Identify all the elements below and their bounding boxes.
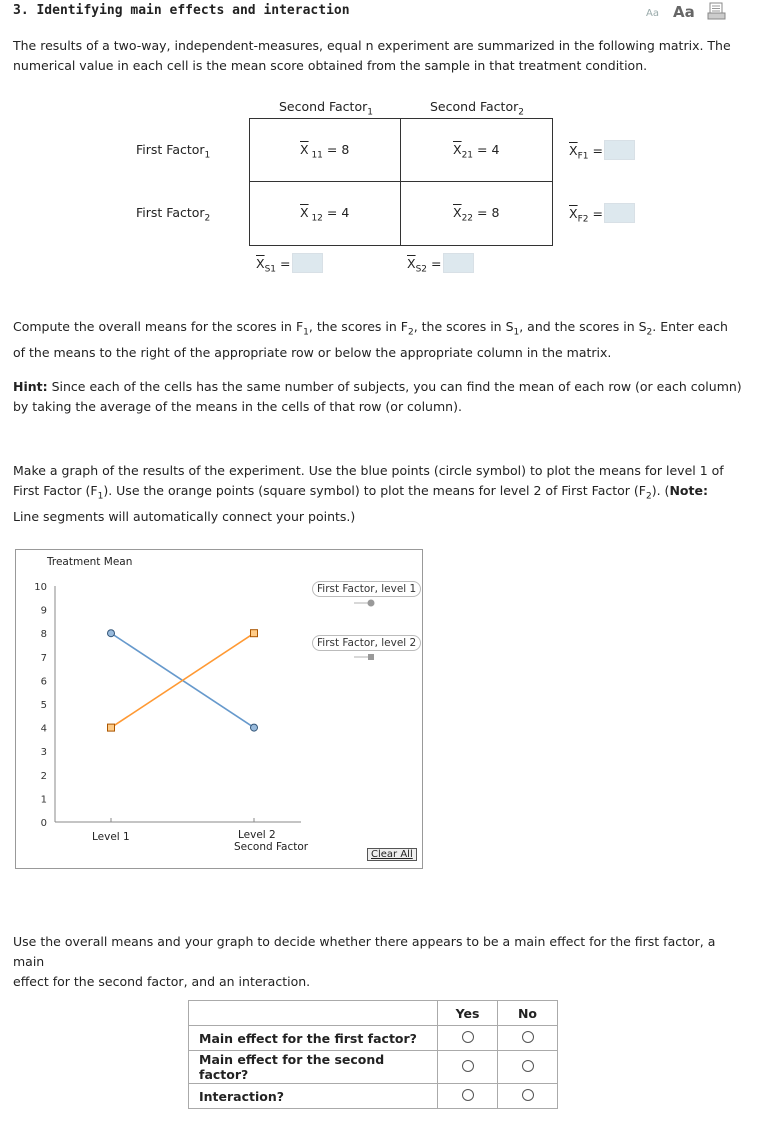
graph-panel[interactable] xyxy=(15,549,423,869)
graph-instructions: Make a graph of the results of the experiment. Use the blue points (circle symbol) to plot the means for level 1 of First Factor $(F_1)$. Use the orange points (square symbol) to plot the means for level 2 of First Factor $(F_2)$. (Note: Line segments will automatically connect your points.) xyxy=(13,463,724,524)
decision-instructions: Use the overall means and your graph to decide whether there appears to be a main effect for the first factor, a main effect for the second factor, and an interaction. xyxy=(13,934,716,989)
cell-mean-11: $\overline{X}$ $_{11}$ = 8 xyxy=(300,142,350,161)
cell-mean-21: $\overline{X}_{21} = 4$ xyxy=(453,142,500,161)
y-tick-label: 10 xyxy=(34,582,47,593)
second-factor-yes-radio[interactable] xyxy=(462,1060,474,1072)
legend-square-marker-icon[interactable] xyxy=(353,651,379,663)
y-tick-label: 4 xyxy=(40,723,47,735)
row-mean-f1-label: $\overline{X}_{F1}$ = xyxy=(569,143,603,162)
legend-first-factor-level-1[interactable]: First Factor, level 1 xyxy=(312,581,421,597)
legend-circle-marker-icon[interactable] xyxy=(353,597,379,609)
cell-mean-12: $\overline{X}$ $_{12}$ = 4 xyxy=(300,205,350,224)
x-axis-label: Second Factor xyxy=(234,841,309,853)
data-point-series1-level1[interactable] xyxy=(108,630,115,637)
interaction-yes-radio[interactable] xyxy=(462,1089,474,1101)
col-mean-s1-label: $\overline{X}_{S1}$ = xyxy=(256,256,291,275)
data-point-series2-level2[interactable] xyxy=(251,630,258,637)
y-tick-label: 5 xyxy=(40,700,47,711)
y-tick-label: 3 xyxy=(40,747,47,759)
col-mean-s2-input[interactable] xyxy=(443,253,474,273)
col-mean-s2-label: $\overline{X}_{S2}$ = xyxy=(407,256,442,275)
y-tick-label: 8 xyxy=(40,629,47,641)
yes-column-header: Yes xyxy=(438,1001,498,1026)
clear-all-button[interactable]: Clear All xyxy=(367,848,417,861)
y-axis-label: Treatment Mean xyxy=(47,556,133,568)
first-factor-yes-radio[interactable] xyxy=(462,1031,474,1043)
x-category-label-1: Level 1 xyxy=(92,831,130,843)
hint-paragraph: Hint: Since each of the cells has the same number of subjects, you can find the mean of each row (or each column) by taking the average of the means in the cells of that row (or column). xyxy=(13,379,742,414)
column-header-second-factor-2: Second Factor$_2$ xyxy=(430,99,524,118)
question-row-first-factor: Main effect for the first factor? xyxy=(189,1026,558,1051)
row-mean-f1-input[interactable] xyxy=(604,140,635,160)
question-title: 3. Identifying main effects and interaction xyxy=(13,3,350,18)
effects-question-table xyxy=(188,1000,558,1109)
font-size-large-button[interactable]: Aa xyxy=(673,3,695,21)
legend-first-factor-level-2[interactable]: First Factor, level 2 xyxy=(312,635,421,651)
no-column-header: No xyxy=(498,1001,558,1026)
y-tick-label: 6 xyxy=(40,676,47,688)
interaction-no-radio[interactable] xyxy=(522,1089,534,1101)
question-row-second-factor: Main effect for the second factor? xyxy=(189,1051,558,1084)
y-tick-label: 2 xyxy=(40,770,47,782)
row-mean-f2-input[interactable] xyxy=(604,203,635,223)
first-factor-no-radio[interactable] xyxy=(522,1031,534,1043)
y-tick-label: 9 xyxy=(40,605,47,617)
y-tick-label: 0 xyxy=(40,818,47,829)
cell-mean-22: $\overline{X}_{22} = 8$ xyxy=(453,205,500,224)
row-label-first-factor-1: First Factor$_1$ xyxy=(136,142,211,161)
row-mean-f2-label: $\overline{X}_{F2}$ = xyxy=(569,206,603,225)
data-point-series1-level2[interactable] xyxy=(251,724,258,731)
intro-paragraph: The results of a two-way, independent-measures, equal n experiment are summarized in the following matrix. The numerical value in each cell is the mean score obtained from the sample in that treatment condition. xyxy=(13,38,731,73)
col-mean-s1-input[interactable] xyxy=(292,253,323,273)
question-row-interaction: Interaction? xyxy=(189,1084,558,1109)
y-tick-label: 7 xyxy=(40,652,47,664)
y-tick-label: 1 xyxy=(40,794,47,806)
x-category-label-2: Level 2 xyxy=(238,829,276,841)
means-matrix xyxy=(249,118,553,246)
print-icon[interactable] xyxy=(707,2,727,20)
row-label-first-factor-2: First Factor$_2$ xyxy=(136,205,211,224)
second-factor-no-radio[interactable] xyxy=(522,1060,534,1072)
column-header-second-factor-1: Second Factor$_1$ xyxy=(279,99,373,118)
font-size-small-button[interactable]: Aa xyxy=(646,8,659,19)
compute-instructions: Compute the overall means for the scores in $F_1$, the scores in $F_2$, the scores in $S_1$, and the scores in $S_2$. Enter each of the means to the right of the appropriate row or below the appropriate column in the matrix. xyxy=(13,319,728,360)
data-point-series2-level1[interactable] xyxy=(108,724,115,731)
